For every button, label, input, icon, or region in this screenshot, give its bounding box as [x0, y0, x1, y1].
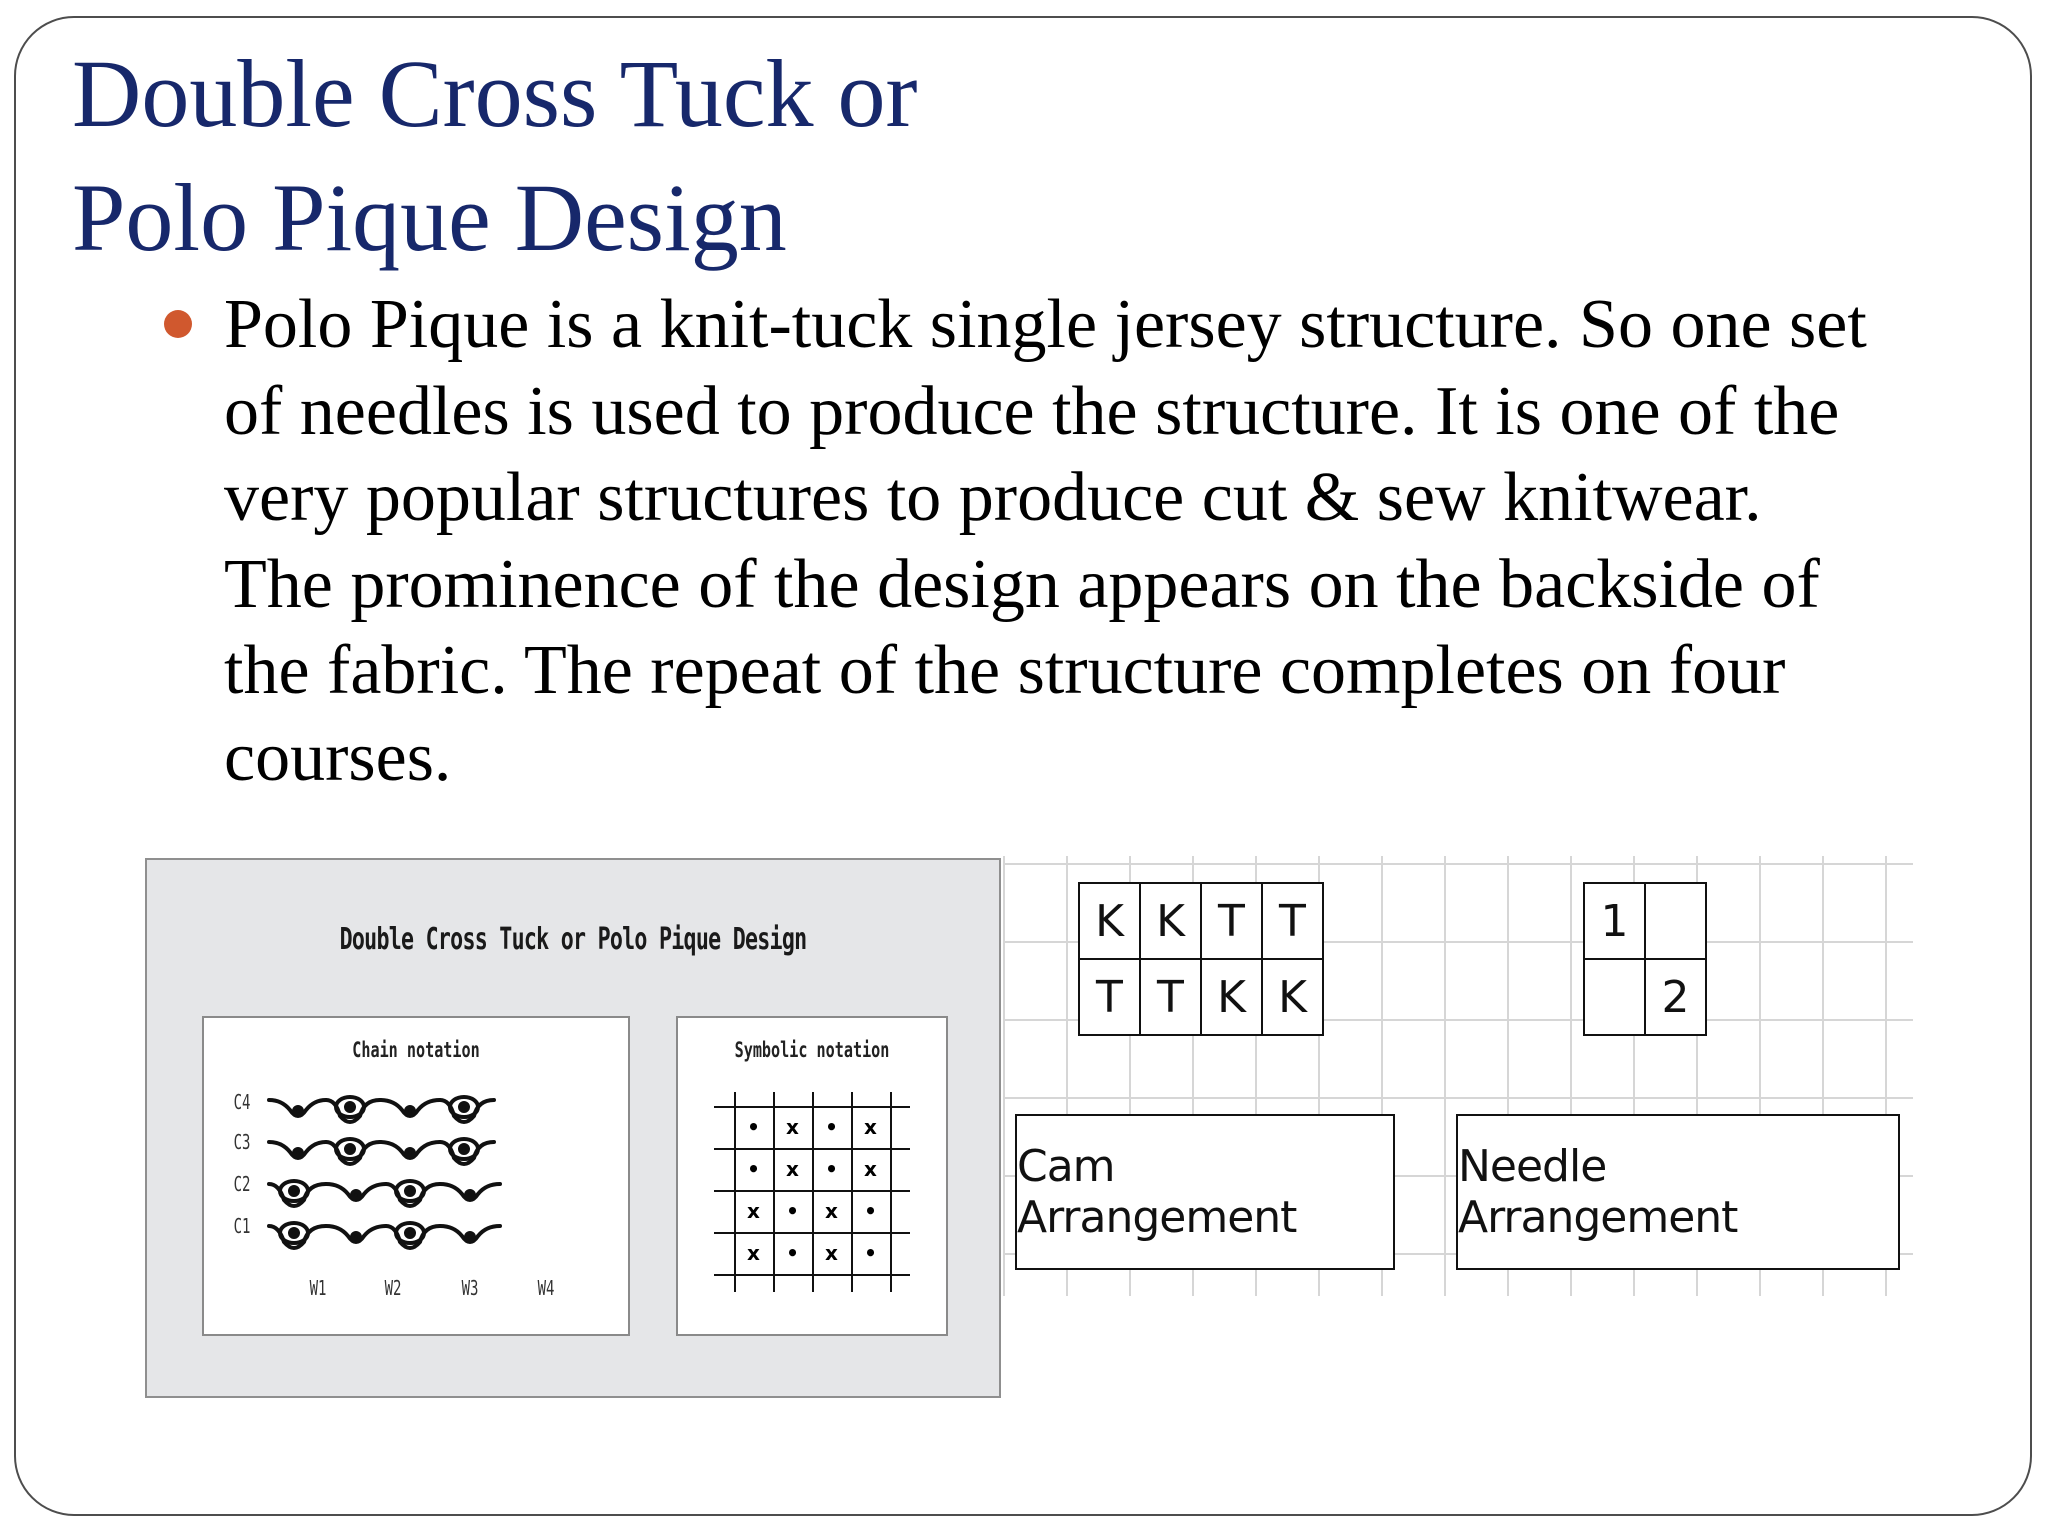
- symbol-cell: •: [864, 1199, 877, 1223]
- symbol-cell: x: [786, 1115, 799, 1139]
- col-label-w2: W2: [384, 1276, 402, 1300]
- bullet-text: Polo Pique is a knit-tuck single jersey structure. So one set of needles is used to produce the structure. It is one of the very popular structures to produce cut & sew knitwear. The prominence of the design appears on the backside of the fabric. The repeat of the structure completes on four courses.: [224, 286, 1867, 796]
- cam-arrangement-label-box: [1015, 1114, 1395, 1270]
- cam-arrangement-cell: K: [1079, 883, 1140, 959]
- grid-line-horizontal: [714, 1274, 910, 1276]
- col-label-w4: W4: [537, 1276, 555, 1300]
- symbol-cell: •: [747, 1157, 760, 1181]
- symbol-cell: •: [825, 1157, 838, 1181]
- symbolic-notation-box: [676, 1016, 948, 1336]
- symbol-cell: x: [825, 1241, 838, 1265]
- figure-title: Double Cross Tuck or Polo Pique Design: [339, 922, 807, 957]
- col-label-w3: W3: [461, 1276, 479, 1300]
- symbol-cell: •: [825, 1115, 838, 1139]
- grid-line-horizontal: [714, 1148, 910, 1150]
- grid-line-horizontal: [714, 1232, 910, 1234]
- cam-arrangement-cell: K: [1201, 959, 1262, 1035]
- chain-notation-label: Chain notation: [352, 1038, 480, 1062]
- needle-arrangement-row: [1584, 883, 1706, 959]
- needle-arrangement-table: [1583, 882, 1707, 1036]
- col-label-w1: W1: [309, 1276, 327, 1300]
- symbol-cell: x: [825, 1199, 838, 1223]
- needle-arrangement-cell: [1645, 883, 1706, 959]
- cam-arrangement-row: [1079, 959, 1323, 1035]
- cam-arrangement-cell: T: [1079, 959, 1140, 1035]
- row-label-c2: C2: [233, 1172, 251, 1196]
- needle-arrangement-cell: [1584, 959, 1645, 1035]
- title-line-2: Polo Pique Design: [72, 164, 787, 271]
- row-label-c1: C1: [233, 1214, 251, 1238]
- bullet-dot-icon: [164, 310, 192, 338]
- needle-arrangement-label: Needle Arrangement: [1458, 1141, 1738, 1243]
- symbol-cell: x: [864, 1157, 877, 1181]
- title-line-1: Double Cross Tuck or: [72, 40, 918, 147]
- knit-diagram-figure: [145, 858, 1001, 1398]
- cam-arrangement-cell: K: [1140, 883, 1201, 959]
- symbol-cell: •: [864, 1241, 877, 1265]
- grid-line-horizontal: [714, 1106, 910, 1108]
- row-label-c3: C3: [233, 1130, 251, 1154]
- needle-arrangement-row: [1584, 959, 1706, 1035]
- symbol-cell: x: [786, 1157, 799, 1181]
- cam-arrangement-cell: T: [1262, 883, 1323, 959]
- symbol-cell: x: [864, 1115, 877, 1139]
- symbol-cell: •: [786, 1241, 799, 1265]
- slide-title: [72, 32, 1272, 280]
- symbol-cell: •: [786, 1199, 799, 1223]
- needle-arrangement-label-box: [1456, 1114, 1900, 1270]
- needle-arrangement-cell: 1: [1584, 883, 1645, 959]
- cam-arrangement-cell: K: [1262, 959, 1323, 1035]
- needle-arrangement-cell: 2: [1645, 959, 1706, 1035]
- tuck-dot-c4-w1: [294, 1107, 302, 1115]
- symbol-cell: x: [747, 1241, 760, 1265]
- cam-arrangement-label: Cam Arrangement: [1017, 1141, 1297, 1243]
- row-label-c4: C4: [233, 1090, 251, 1114]
- symbolic-notation-label: Symbolic notation: [734, 1038, 890, 1062]
- cam-arrangement-cell: T: [1140, 959, 1201, 1035]
- grid-line-horizontal: [714, 1190, 910, 1192]
- chain-notation-loops: [264, 1088, 584, 1258]
- symbol-cell: x: [747, 1199, 760, 1223]
- symbolic-notation-grid: [714, 1092, 910, 1292]
- cam-arrangement-table: [1078, 882, 1324, 1036]
- symbol-cell: •: [747, 1115, 760, 1139]
- chain-notation-box: [202, 1016, 630, 1336]
- grid-line-vertical: [890, 1092, 892, 1292]
- cam-arrangement-cell: T: [1201, 883, 1262, 959]
- cam-arrangement-row: [1079, 883, 1323, 959]
